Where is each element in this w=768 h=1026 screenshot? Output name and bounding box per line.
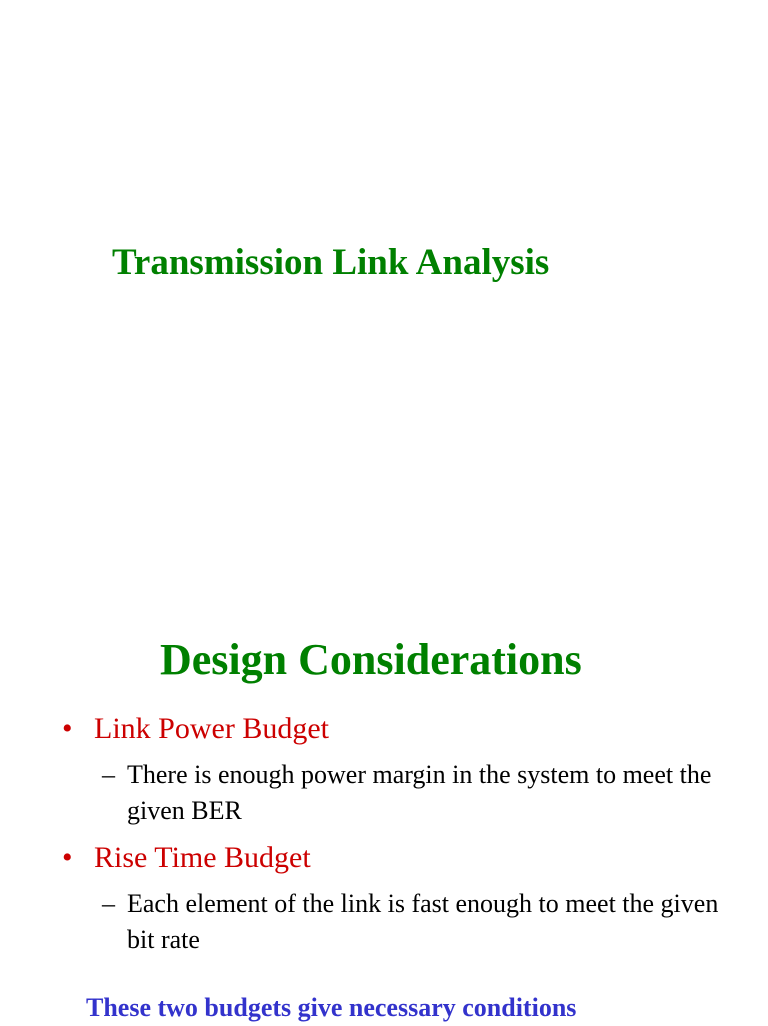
sub-bullet-text: Each element of the link is fast enough to meet the given bit rate: [127, 889, 719, 954]
sub-bullet-power-margin: [102, 757, 722, 829]
slide-title-design-considerations: Design Considerations: [160, 635, 582, 684]
bullet-link-power-budget: [62, 710, 329, 748]
dash-marker: –: [102, 889, 115, 918]
dash-marker: –: [102, 760, 115, 789]
bullet-marker: •: [62, 712, 73, 745]
bullet-label: Link Power Budget: [94, 712, 329, 745]
slide-title-transmission-link-analysis: Transmission Link Analysis: [112, 242, 550, 283]
bullet-marker: •: [62, 841, 73, 874]
footer-note: These two budgets give necessary conditions: [86, 993, 577, 1022]
bullet-label: Rise Time Budget: [94, 841, 311, 874]
sub-bullet-element-speed: [102, 886, 722, 958]
sub-bullet-text: There is enough power margin in the system to meet the given BER: [127, 760, 712, 825]
bullet-rise-time-budget: [62, 839, 311, 877]
